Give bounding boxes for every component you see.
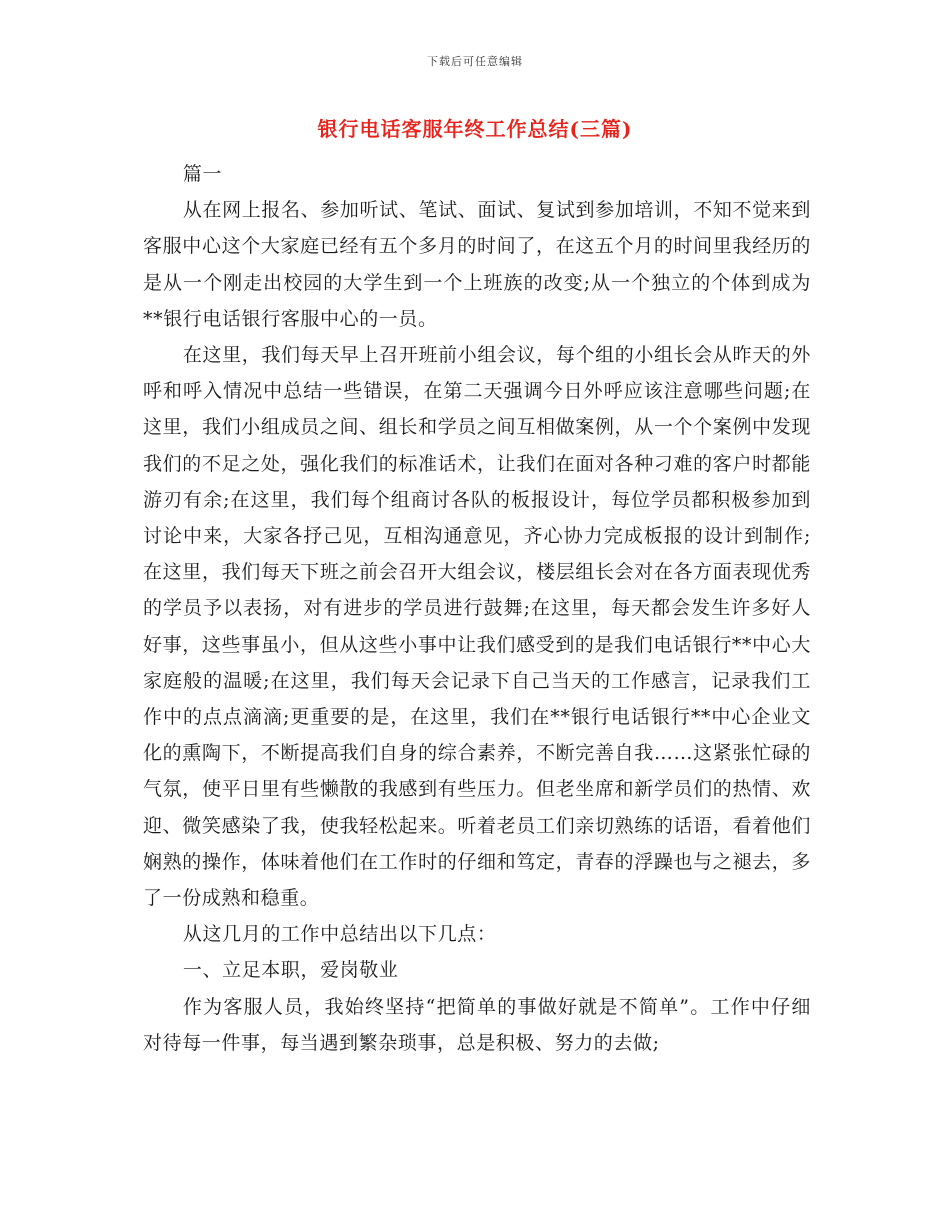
paragraph-1: 从在网上报名、参加听试、笔试、面试、复试到参加培训，不知不觉来到客服中心这个大家庭已经有五个多月的时间了，在这五个月的时间里我经历的是从一个刚走出校园的大学生到一个上班族的改变;从一个独立的个体到成为**银行电话银行客服中心的一员。 — [143, 199, 811, 330]
section-label: 篇一 — [182, 163, 223, 185]
document-title: 银行电话客服年终工作总结(三篇) — [317, 117, 633, 141]
document-body — [143, 156, 811, 1061]
header-note: 下载后可任意编辑 — [427, 55, 523, 68]
paragraph-3: 从这几月的工作中总结出以下几点： — [182, 923, 497, 946]
subheading-1: 一、立足本职，爱岗敬业 — [182, 959, 399, 982]
paragraph-2: 在这里，我们每天早上召开班前小组会议，每个组的小组长会从昨天的外呼和呼入情况中总结一些错误，在第二天强调今日外呼应该注意哪些问题;在这里，我们小组成员之间、组长和学员之间互相做案例，从一个个案例中发现我们的不足之处，强化我们的标准话术，让我们在面对各种刁难的客户时都能游刃有余;在这里，我们每个组商讨各队的板报设计，每位学员都积极参加到讨论中来，大家各抒己见，互相沟通意见，齐心协力完成板报的设计到制作;在这里，我们每天下班之前会召开大组会议，楼层组长会对在各方面表现优秀的学员予以表扬，对有进步的学员进行鼓舞;在这里，每天都会发生许多好人好事，这些事虽小，但从这些小事中让我们感受到的是我们电话银行**中心大家庭般的温暖;在这里，我们每天会记录下自己当天的工作感言，记录我们工作中的点点滴滴;更重要的是，在这里，我们在**银行电话银行**中心企业文化的熏陶下，不断提高我们自身的综合素养，不断完善自我……这紧张忙碌的气氛，使平日里有些懒散的我感到有些压力。但老坐席和新学员们的热情、欢迎、微笑感染了我，使我轻松起来。听着老员工们亲切熟练的话语，看着他们娴熟的操作，体味着他们在工作时的仔细和笃定，青春的浮躁也与之褪去，多了一份成熟和稳重。 — [143, 344, 811, 910]
paragraph-4: 作为客服人员，我始终坚持“把简单的事做好就是不简单”。工作中仔细对待每一件事，每当遇到繁杂琐事，总是积极、努力的去做; — [143, 995, 811, 1054]
